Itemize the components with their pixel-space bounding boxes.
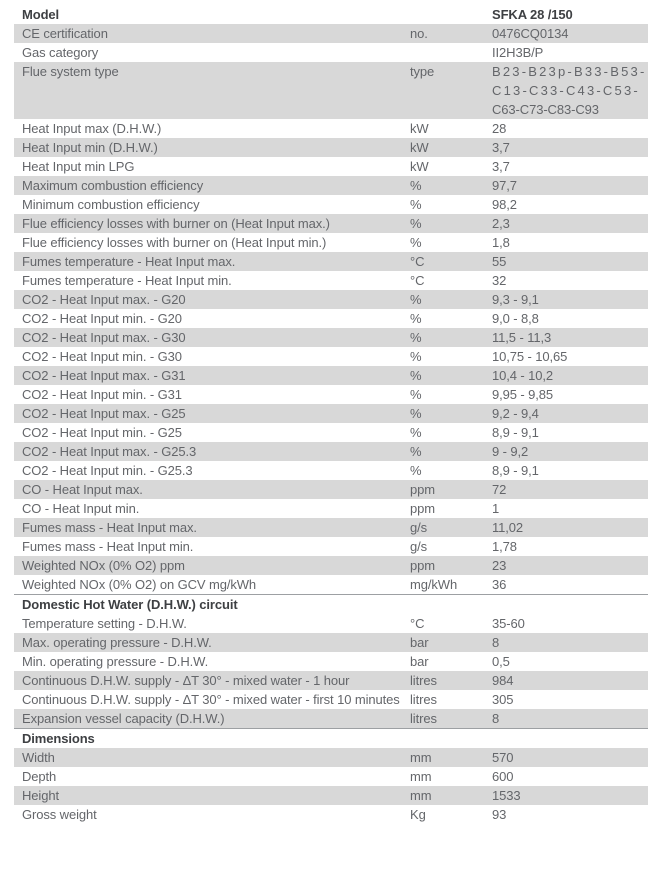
row-unit: % — [410, 311, 422, 326]
table-row — [14, 652, 648, 671]
row-label: Maximum combustion efficiency — [22, 178, 204, 193]
row-label: CO2 - Heat Input max. - G25.3 — [22, 444, 197, 459]
row-unit: g/s — [410, 520, 428, 535]
row-unit: ppm — [410, 501, 435, 516]
row-unit: bar — [410, 635, 429, 650]
table-row — [14, 385, 648, 404]
row-unit: °C — [410, 616, 425, 631]
table-row — [14, 404, 648, 423]
row-value: 984 — [492, 673, 514, 688]
row-label: CE certification — [22, 26, 108, 41]
row-unit: % — [410, 349, 422, 364]
row-label: CO2 - Heat Input max. - G30 — [22, 330, 186, 345]
row-value: 10,4 - 10,2 — [492, 368, 554, 383]
row-unit: % — [410, 387, 422, 402]
row-value: 3,7 — [492, 159, 510, 174]
table-row — [14, 138, 648, 157]
row-unit: bar — [410, 654, 429, 669]
table-row — [14, 157, 648, 176]
table-row — [14, 24, 648, 43]
row-value: 35-60 — [492, 616, 525, 631]
table-row — [14, 176, 648, 195]
spec-table — [14, 5, 648, 824]
row-value: 3,7 — [492, 140, 510, 155]
table-row — [14, 423, 648, 442]
row-unit: °C — [410, 254, 425, 269]
row-label: Weighted NOx (0% O2) on GCV mg/kWh — [22, 577, 257, 592]
row-unit: % — [410, 406, 422, 421]
row-label: Heat Input min (D.H.W.) — [22, 140, 158, 155]
section-title: Domestic Hot Water (D.H.W.) circuit — [22, 597, 238, 612]
row-unit: g/s — [410, 539, 428, 554]
row-value: 9,3 - 9,1 — [492, 292, 539, 307]
section-header-row — [14, 728, 648, 748]
table-row — [14, 252, 648, 271]
row-value-line: C63-C73-C83-C93 — [492, 102, 599, 117]
row-label: Minimum combustion efficiency — [22, 197, 200, 212]
row-label: Fumes temperature - Heat Input min. — [22, 273, 232, 288]
row-value: 23 — [492, 558, 507, 573]
row-value: 93 — [492, 807, 507, 822]
row-unit: mm — [410, 750, 432, 765]
row-label: Fumes mass - Heat Input min. — [22, 539, 194, 554]
row-label: Expansion vessel capacity (D.H.W.) — [22, 711, 225, 726]
row-value: 1 — [492, 501, 500, 516]
row-unit: litres — [410, 711, 437, 726]
table-row — [14, 195, 648, 214]
table-row — [14, 518, 648, 537]
row-label: CO2 - Heat Input min. - G25.3 — [22, 463, 193, 478]
row-unit: °C — [410, 273, 425, 288]
row-label: CO2 - Heat Input max. - G20 — [22, 292, 186, 307]
table-row — [14, 633, 648, 652]
row-value: 9,2 - 9,4 — [492, 406, 539, 421]
row-unit: % — [410, 292, 422, 307]
row-label: Heat Input max (D.H.W.) — [22, 121, 162, 136]
row-label: Continuous D.H.W. supply - ΔT 30° - mixed water - first 10 minutes — [22, 692, 400, 707]
row-label: CO2 - Heat Input max. - G25 — [22, 406, 186, 421]
row-unit: % — [410, 368, 422, 383]
row-unit: % — [410, 235, 422, 250]
row-unit: no. — [410, 26, 428, 41]
row-label: CO2 - Heat Input max. - G31 — [22, 368, 186, 383]
row-value: 8 — [492, 635, 500, 650]
row-label: Depth — [22, 769, 57, 784]
row-unit: % — [410, 463, 422, 478]
row-value: 11,5 - 11,3 — [492, 330, 552, 345]
row-label: Weighted NOx (0% O2) ppm — [22, 558, 185, 573]
table-row — [14, 480, 648, 499]
row-value: 2,3 — [492, 216, 510, 231]
table-rows-container — [14, 24, 648, 824]
table-row — [14, 575, 648, 594]
row-unit: litres — [410, 673, 437, 688]
row-value: 600 — [492, 769, 514, 784]
row-value: 9,95 - 9,85 — [492, 387, 554, 402]
table-row — [14, 328, 648, 347]
table-row — [14, 786, 648, 805]
row-value-line: B23-B23p-B33-B53- — [492, 64, 647, 79]
table-row — [14, 671, 648, 690]
row-label: CO2 - Heat Input min. - G20 — [22, 311, 182, 326]
row-unit: kW — [410, 140, 429, 155]
table-row — [14, 461, 648, 480]
table-row — [14, 309, 648, 328]
section-title: Dimensions — [22, 731, 95, 746]
row-value-line: C13-C33-C43-C53- — [492, 83, 640, 98]
table-row — [14, 62, 648, 119]
row-unit: litres — [410, 692, 437, 707]
row-value: 8 — [492, 711, 500, 726]
table-row — [14, 214, 648, 233]
row-label: Width — [22, 750, 55, 765]
row-value: 0,5 — [492, 654, 510, 669]
row-unit: % — [410, 216, 422, 231]
table-row — [14, 43, 648, 62]
table-row — [14, 366, 648, 385]
row-unit: type — [410, 64, 435, 79]
table-row — [14, 709, 648, 728]
table-row — [14, 805, 648, 824]
table-row — [14, 233, 648, 252]
table-row — [14, 614, 648, 633]
table-row — [14, 767, 648, 786]
row-value: 9,0 - 8,8 — [492, 311, 539, 326]
row-value: 0476CQ0134 — [492, 26, 569, 41]
row-label: CO2 - Heat Input min. - G25 — [22, 425, 182, 440]
table-row — [14, 271, 648, 290]
table-row — [14, 690, 648, 709]
header-model-value: SFKA 28 /150 — [492, 7, 573, 22]
row-unit: % — [410, 197, 422, 212]
row-label: Continuous D.H.W. supply - ΔT 30° - mixed water - 1 hour — [22, 673, 350, 688]
row-label: Fumes temperature - Heat Input max. — [22, 254, 236, 269]
row-label: Fumes mass - Heat Input max. — [22, 520, 197, 535]
row-value: 570 — [492, 750, 514, 765]
row-label: CO - Heat Input max. — [22, 482, 143, 497]
row-unit: mg/kWh — [410, 577, 458, 592]
row-value: 11,02 — [492, 520, 524, 535]
row-unit: % — [410, 444, 422, 459]
section-header-row — [14, 594, 648, 614]
row-unit: ppm — [410, 482, 435, 497]
row-unit: mm — [410, 769, 432, 784]
row-value: 72 — [492, 482, 507, 497]
row-unit: % — [410, 425, 422, 440]
row-value: 8,9 - 9,1 — [492, 463, 539, 478]
table-row — [14, 748, 648, 767]
row-value: 1,8 — [492, 235, 510, 250]
row-value — [492, 62, 648, 119]
row-label: Gross weight — [22, 807, 97, 822]
row-label: Max. operating pressure - D.H.W. — [22, 635, 212, 650]
row-value: 8,9 - 9,1 — [492, 425, 539, 440]
table-header-row — [14, 5, 648, 24]
row-unit: Kg — [410, 807, 426, 822]
table-row — [14, 556, 648, 575]
row-label: CO - Heat Input min. — [22, 501, 140, 516]
row-value: 28 — [492, 121, 507, 136]
row-label: Min. operating pressure - D.H.W. — [22, 654, 209, 669]
row-value: 305 — [492, 692, 514, 707]
table-row — [14, 537, 648, 556]
row-label: Gas category — [22, 45, 99, 60]
row-unit: kW — [410, 121, 429, 136]
table-row — [14, 442, 648, 461]
row-value: II2H3B/P — [492, 45, 544, 60]
row-value: 1533 — [492, 788, 521, 803]
row-unit: kW — [410, 159, 429, 174]
row-unit: % — [410, 330, 422, 345]
row-label: CO2 - Heat Input min. - G31 — [22, 387, 182, 402]
row-value: 1,78 — [492, 539, 517, 554]
row-label: Temperature setting - D.H.W. — [22, 616, 187, 631]
header-model-label: Model — [22, 7, 60, 22]
row-label: Flue efficiency losses with burner on (Heat Input min.) — [22, 235, 327, 250]
row-label: Flue efficiency losses with burner on (Heat Input max.) — [22, 216, 330, 231]
row-value: 97,7 — [492, 178, 517, 193]
row-unit: ppm — [410, 558, 435, 573]
row-label: Flue system type — [22, 64, 119, 79]
row-value: 55 — [492, 254, 507, 269]
row-value: 32 — [492, 273, 507, 288]
row-unit: % — [410, 178, 422, 193]
table-row — [14, 499, 648, 518]
row-label: CO2 - Heat Input min. - G30 — [22, 349, 182, 364]
row-label: Heat Input min LPG — [22, 159, 135, 174]
row-label: Height — [22, 788, 59, 803]
table-row — [14, 119, 648, 138]
table-row — [14, 347, 648, 366]
row-value: 9 - 9,2 — [492, 444, 529, 459]
table-row — [14, 290, 648, 309]
row-value: 36 — [492, 577, 507, 592]
row-unit: mm — [410, 788, 432, 803]
row-value: 98,2 — [492, 197, 517, 212]
row-value: 10,75 - 10,65 — [492, 349, 568, 364]
